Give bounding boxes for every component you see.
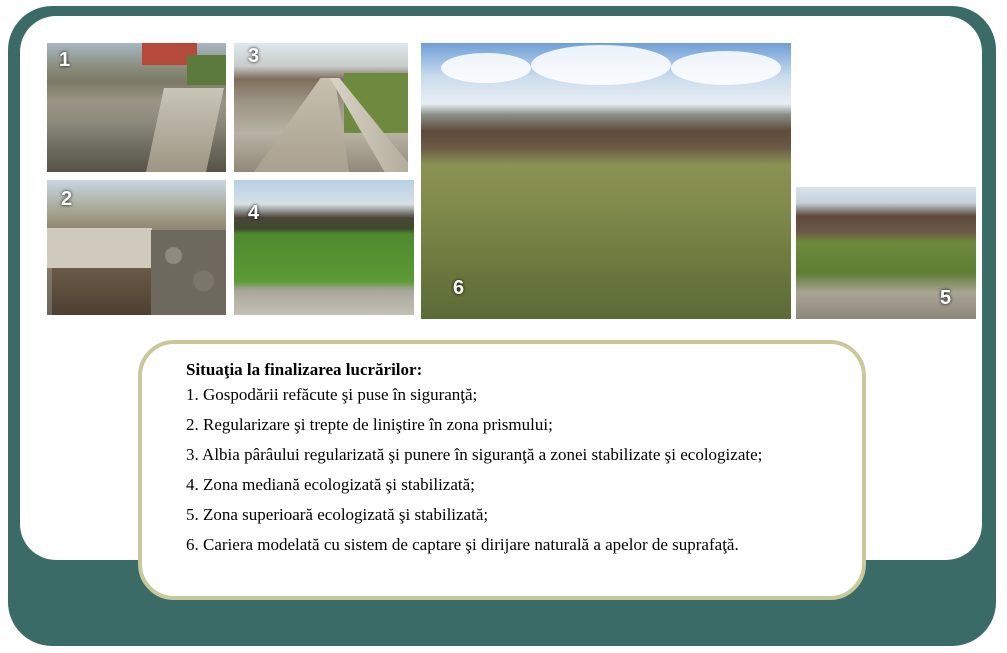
legend-list <box>186 384 856 564</box>
water-shape <box>52 268 152 315</box>
gabion-shape <box>151 230 226 315</box>
channel-wall-shape <box>146 88 224 172</box>
photo-2-weir-steps <box>47 180 226 315</box>
legend-item-1: 1. Gospodării refăcute şi puse în siguranţă; <box>186 385 478 404</box>
weir-shape <box>47 228 152 268</box>
legend-item-2: 2. Regularizare şi trepte de liniştire în zona prismului; <box>186 415 553 434</box>
legend-item-5: 5. Zona superioară ecologizată şi stabilizată; <box>186 505 489 524</box>
photo-number-2: 2 <box>61 188 73 210</box>
legend-box <box>138 340 866 600</box>
photo-number-3: 3 <box>248 45 260 67</box>
photo-4-middle-zone <box>234 180 414 315</box>
photo-5-upper-zone <box>796 187 976 319</box>
grass-shape <box>187 55 226 85</box>
cloud-shape <box>441 53 531 83</box>
legend-item-4: 4. Zona mediană ecologizată şi stabilizată; <box>186 475 475 494</box>
cloud-shape <box>531 45 671 85</box>
legend-item-3: 3. Albia pârâului regularizată şi punere în siguranţă a zonei stabilizate şi ecologizate; <box>186 445 763 464</box>
photo-1-households <box>47 43 226 172</box>
photo-number-4: 4 <box>248 202 260 224</box>
cloud-shape <box>671 51 781 85</box>
legend-title: Situaţia la finalizarea lucrărilor: <box>186 360 423 379</box>
photo-3-stream-bed <box>234 43 408 172</box>
photo-number-6: 6 <box>453 277 465 299</box>
photo-number-1: 1 <box>59 49 71 71</box>
photo-number-5: 5 <box>940 287 952 309</box>
photo-6-quarry <box>421 43 791 319</box>
legend-item-6: 6. Cariera modelată cu sistem de captare şi dirijare naturală a apelor de suprafaţă. <box>186 535 739 554</box>
road-shape <box>254 78 349 172</box>
